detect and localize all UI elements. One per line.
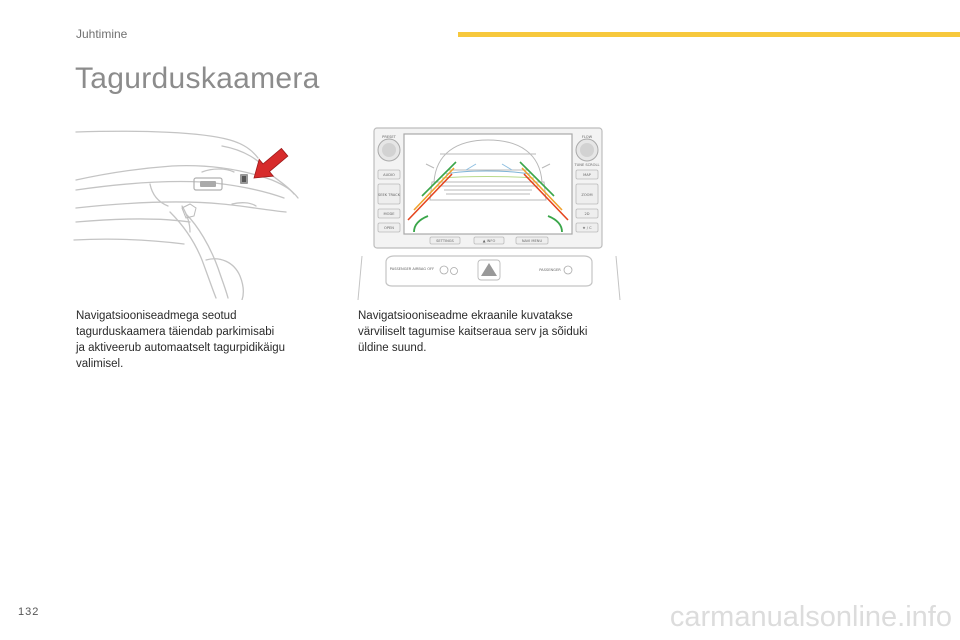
bottom-button-label: SETTINGS (436, 239, 454, 243)
tailgate-camera-illustration (72, 128, 308, 300)
accent-bar (458, 32, 960, 37)
bottom-buttons (430, 237, 548, 244)
right-button-label: ZOOM (581, 193, 593, 197)
right-button-label: MAP (583, 173, 591, 177)
airbag-off-label: PASSENGER AIRBAG OFF (389, 267, 435, 271)
bottom-button-label: NAVI MENU (521, 239, 543, 243)
right-button-label: FLOW (581, 135, 593, 139)
left-button-label: SEEK TRACK (377, 193, 401, 197)
airbag-passenger-label: PASSENGER (539, 268, 561, 272)
paragraph-display-description: Navigatsiooniseadme ekraanile kuvatakse värviliselt tagumise kaitseraua serv ja sõiduki üldine suund. (358, 310, 588, 354)
page-title: Tagurduskaamera (75, 62, 320, 95)
navigation-display-illustration (356, 124, 622, 300)
watermark: carmanualsonline.info (669, 601, 952, 633)
left-button-label: MODE (383, 212, 395, 216)
right-button-label: ★ / C (582, 226, 592, 230)
paragraph-camera-description: Navigatsiooniseadmega seotud tagurduskaamera täiendab parkimisabi ja aktiveerub automaatselt tagurpidikäigu valimisel. (76, 310, 286, 370)
bottom-button-label: ▲ INFO (482, 239, 496, 243)
left-button-label: AUDIO (383, 173, 395, 177)
page-number: 132 (18, 606, 40, 618)
left-button-label: PRESET (382, 135, 396, 139)
right-button-label: TUNE SCROLL (574, 163, 600, 167)
hazard-icon (481, 263, 497, 276)
section-label: Juhtimine (76, 27, 128, 41)
left-button-label: OPEN (384, 226, 394, 230)
right-button-label: 2D (584, 212, 590, 216)
